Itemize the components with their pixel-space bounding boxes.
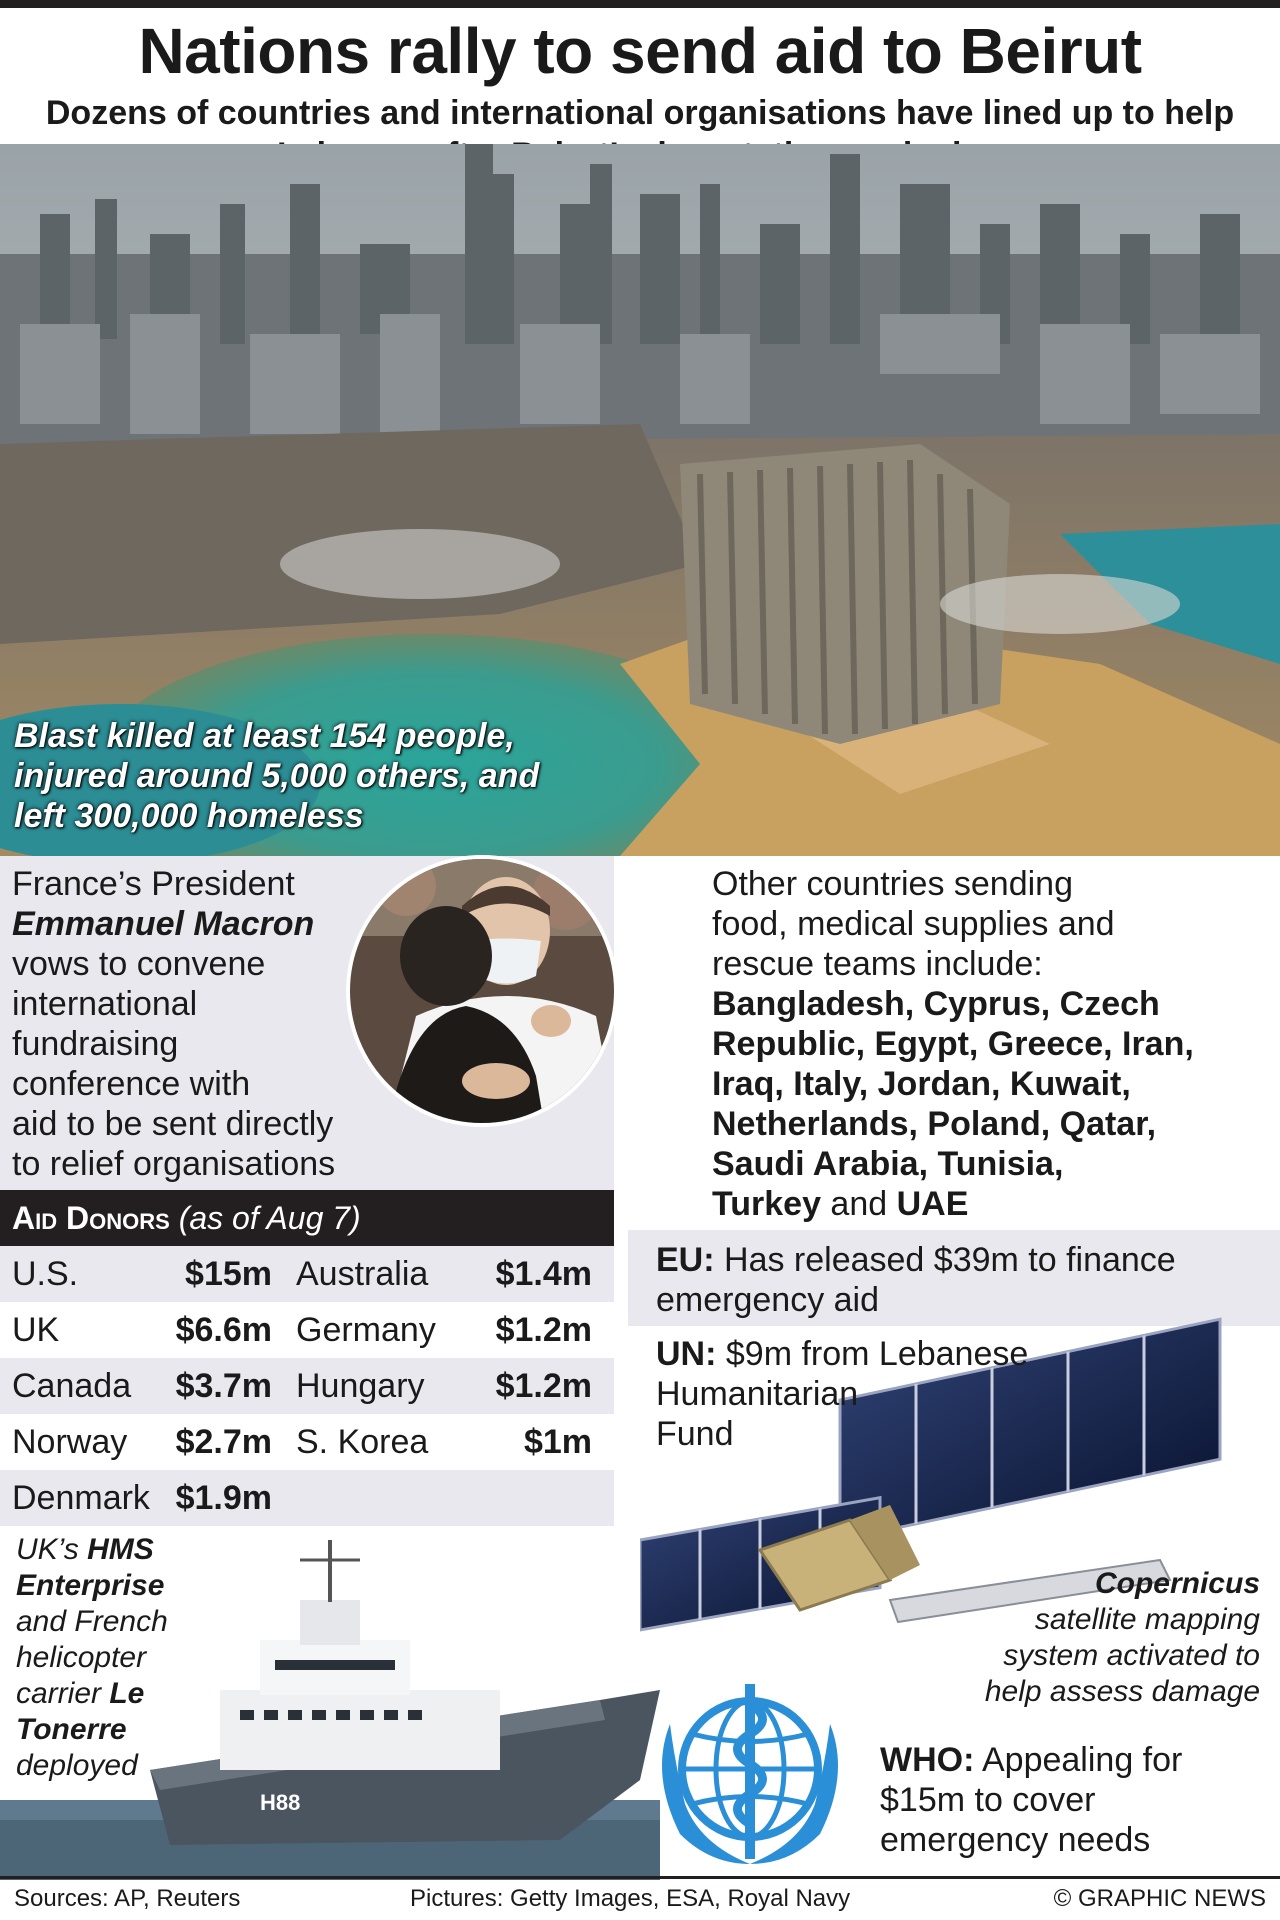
footer xyxy=(0,1876,1280,1920)
donor-amount: $1m xyxy=(523,1423,592,1461)
country-uae: UAE xyxy=(896,1185,969,1223)
and-text: and xyxy=(820,1185,897,1223)
donor-amount: $1.4m xyxy=(495,1255,592,1293)
who-logo-icon xyxy=(640,1664,860,1874)
countries-list-last xyxy=(712,1184,1272,1224)
others-intro: Other countries sending xyxy=(712,865,1073,903)
who-line xyxy=(880,1740,1270,1780)
ship-line xyxy=(16,1568,236,1604)
pictures-credit: Pictures: Getty Images, ESA, Royal Navy xyxy=(410,1885,851,1912)
eu-line xyxy=(656,1240,1280,1280)
ship-line xyxy=(16,1712,236,1748)
sources-credit: Sources: AP, Reuters xyxy=(14,1885,241,1912)
copernicus-name xyxy=(900,1566,1260,1602)
donor-amount: $1.2m xyxy=(495,1367,592,1405)
donor-country: Hungary xyxy=(296,1367,425,1405)
table-row xyxy=(0,1302,614,1358)
donor-country: Canada xyxy=(12,1367,132,1405)
ship-text: carrier xyxy=(16,1677,110,1710)
table-row xyxy=(0,1414,614,1470)
macron-line: aid to be sent directly xyxy=(12,1105,334,1143)
who-line: emergency needs xyxy=(880,1821,1151,1859)
countries-list: Saudi Arabia, Tunisia, xyxy=(712,1145,1064,1183)
ship-line xyxy=(16,1532,236,1568)
ship-line: and French xyxy=(16,1605,168,1638)
ship-line: helicopter xyxy=(16,1641,147,1674)
ship-line: deployed xyxy=(16,1749,138,1782)
copernicus-label: Copernicus xyxy=(1094,1567,1260,1600)
blast-caption-line: left 300,000 homeless xyxy=(14,797,364,835)
donor-country: Germany xyxy=(296,1311,436,1349)
ship-bold: Tonerre xyxy=(16,1713,127,1746)
blast-caption xyxy=(14,716,634,836)
page-subtitle: Dozens of countries and international organisations have lined up to help xyxy=(45,94,1235,132)
copernicus-line: satellite mapping xyxy=(1034,1603,1260,1636)
donor-country: Australia xyxy=(296,1255,429,1293)
country-turkey: Turkey xyxy=(712,1185,821,1223)
who-text xyxy=(880,1740,1270,1860)
un-text xyxy=(656,1334,1076,1454)
un-text-1: $9m from Lebanese xyxy=(716,1335,1029,1373)
donor-amount: $6.6m xyxy=(175,1311,272,1349)
page-title: Nations rally to send aid to Beirut xyxy=(138,15,1142,87)
macron-line: France’s President xyxy=(12,865,295,903)
donor-country: S. Korea xyxy=(296,1423,429,1461)
blast-caption-line: Blast killed at least 154 people, xyxy=(14,717,515,755)
copernicus-caption xyxy=(900,1566,1260,1710)
macron-text xyxy=(12,864,372,1184)
macron-line: to relief organisations xyxy=(12,1145,336,1183)
macron-photo xyxy=(346,846,618,1136)
table-row xyxy=(0,1358,614,1414)
macron-line: fundraising xyxy=(12,1025,179,1063)
eu-line: emergency aid xyxy=(656,1281,880,1319)
table-row xyxy=(0,1470,614,1526)
aid-donors-date: (as of Aug 7) xyxy=(169,1200,361,1236)
macron-line: conference with xyxy=(12,1065,251,1103)
copernicus-line: help assess damage xyxy=(984,1675,1260,1708)
donor-amount: $15m xyxy=(185,1255,272,1293)
countries-list: Iraq, Italy, Jordan, Kuwait, xyxy=(712,1065,1131,1103)
who-text-1: Appealing for xyxy=(974,1741,1183,1779)
donor-country: UK xyxy=(12,1311,60,1349)
macron-name: Emmanuel Macron xyxy=(12,905,315,943)
un-line: Humanitarian xyxy=(656,1375,859,1413)
countries-list: Republic, Egypt, Greece, Iran, xyxy=(712,1025,1194,1063)
ship-bold: Le xyxy=(109,1677,145,1710)
countries-list: Netherlands, Poland, Qatar, xyxy=(712,1105,1157,1143)
donor-amount: $2.7m xyxy=(175,1423,272,1461)
hull-number: H88 xyxy=(260,1790,301,1815)
table-row xyxy=(0,1246,614,1302)
donor-amount: $1.2m xyxy=(495,1311,592,1349)
un-label: UN: xyxy=(656,1335,717,1373)
copernicus-line: system activated to xyxy=(1003,1639,1260,1672)
other-countries-text xyxy=(712,864,1272,1224)
who-line: $15m to cover xyxy=(880,1781,1096,1819)
un-line: Fund xyxy=(656,1415,734,1453)
donor-country: U.S. xyxy=(12,1255,79,1293)
ship-caption xyxy=(16,1532,236,1784)
eu-text: Has released $39m to finance xyxy=(714,1241,1176,1279)
ship-bold: HMS xyxy=(87,1533,154,1566)
ship-bold: Enterprise xyxy=(16,1569,165,1602)
macron-line: vows to convene xyxy=(12,945,266,983)
aid-donors-title: Aid Donors xyxy=(12,1200,170,1236)
un-line xyxy=(656,1334,1076,1374)
donor-country: Norway xyxy=(12,1423,128,1461)
ship-text: UK’s xyxy=(16,1533,88,1566)
aid-donors-header xyxy=(0,1190,614,1246)
donor-amount: $1.9m xyxy=(175,1479,272,1517)
others-intro: rescue teams include: xyxy=(712,945,1043,983)
eu-label: EU: xyxy=(656,1241,715,1279)
countries-list: Bangladesh, Cyprus, Czech xyxy=(712,985,1160,1023)
top-rule xyxy=(0,0,1280,8)
ship-line xyxy=(16,1676,236,1712)
others-intro: food, medical supplies and xyxy=(712,905,1115,943)
donor-amount: $3.7m xyxy=(175,1367,272,1405)
donor-country: Denmark xyxy=(12,1479,150,1517)
publisher-credit: © GRAPHIC NEWS xyxy=(1053,1885,1266,1912)
macron-line: international xyxy=(12,985,198,1023)
blast-caption-line: injured around 5,000 others, and xyxy=(14,757,540,795)
who-label: WHO: xyxy=(880,1741,975,1779)
